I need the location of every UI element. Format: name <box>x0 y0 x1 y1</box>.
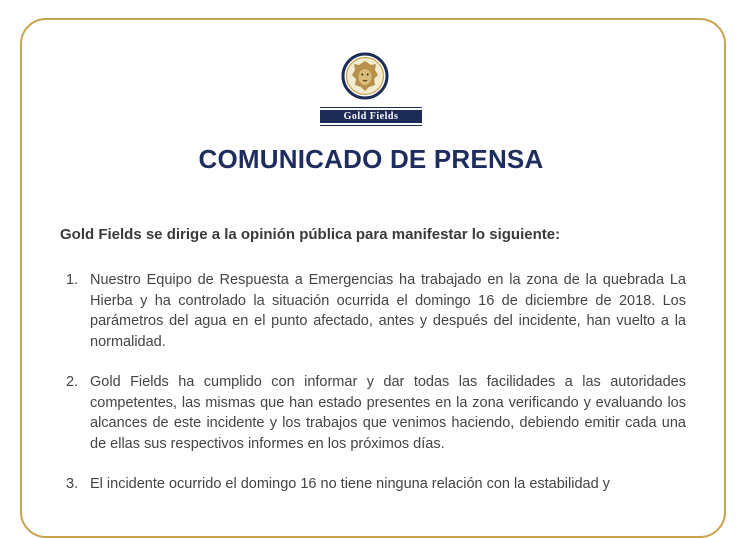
list-item-number: 1. <box>66 272 79 288</box>
list-item-number: 3. <box>66 476 79 492</box>
logo-wordmark: Gold Fields <box>320 110 422 123</box>
list-item-text: El incidente ocurrido el domingo 16 no tiene ninguna relación con la estabilidad y <box>90 476 610 492</box>
list-item-number: 2. <box>66 374 79 390</box>
list-item-text: Gold Fields ha cumplido con informar y dar todas las facilidades a las autoridades competentes, las mismas que han estado presentes en la zona verificando y evaluando los alcances de este incidente y los trabajos que venimos haciendo, debiendo emitir cada una de ellas sus respectivos informes en los próximos días. <box>90 374 686 452</box>
page-title: COMUNICADO DE PRENSA <box>198 144 544 174</box>
intro-statement: Gold Fields se dirige a la opinión pública para manifestar lo siguiente: <box>60 226 561 243</box>
gold-fields-logo <box>318 50 424 128</box>
logo-rule-top <box>320 107 422 108</box>
logo-rule-bottom <box>320 125 422 126</box>
list-item-text: Nuestro Equipo de Respuesta a Emergencias ha trabajado en la zona de la quebrada La Hierba y ha controlado la situación ocurrida el domingo 16 de diciembre de 2018. Los parámetros del agua en el punto afectado, antes y después del incidente, han vuelto a la normalidad. <box>90 272 686 350</box>
lion-emblem-icon <box>341 52 389 100</box>
